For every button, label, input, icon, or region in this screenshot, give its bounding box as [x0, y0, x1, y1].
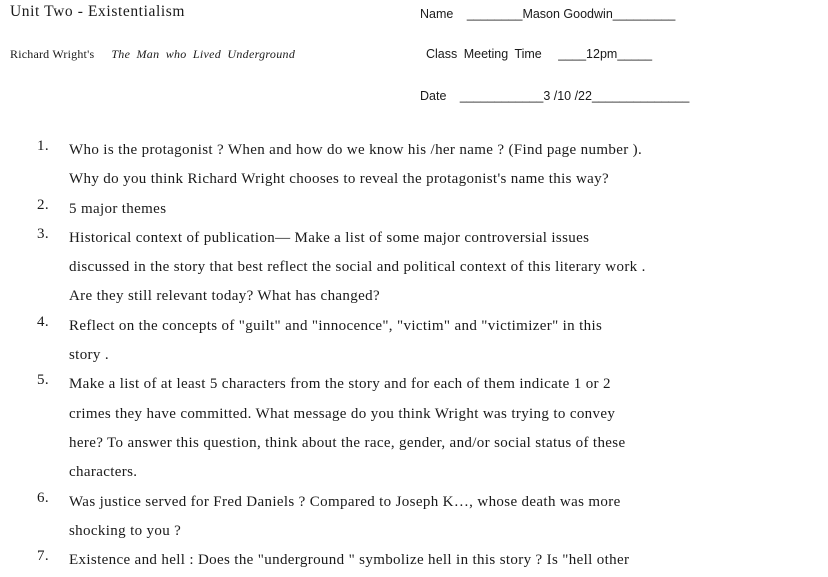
- question-item: [37, 372, 797, 489]
- question-item: [37, 138, 797, 197]
- question-line: crimes they have committed. What message do you think Wright was trying to convey: [69, 405, 616, 422]
- question-item: [37, 226, 797, 314]
- class-time-value: ____12pm_____: [558, 47, 653, 61]
- question-line: Was justice served for Fred Daniels ? Compared to Joseph K…, whose death was more: [69, 493, 621, 510]
- question-line: discussed in the story that best reflect the social and political context of this literary work .: [69, 259, 646, 276]
- date-field: [420, 89, 689, 103]
- question-line: Are they still relevant today? What has changed?: [69, 288, 380, 305]
- question-line: shocking to you ?: [69, 522, 182, 539]
- question-item: [37, 314, 797, 373]
- class-time-field: [426, 47, 652, 61]
- question-text: [69, 372, 797, 489]
- question-number: 3.: [37, 225, 49, 242]
- question-number: 4.: [37, 313, 49, 330]
- question-item: [37, 490, 797, 549]
- question-number: 2.: [37, 196, 49, 213]
- author-name: Richard Wright's: [10, 47, 95, 61]
- name-value: ________Mason Goodwin_________: [466, 7, 676, 21]
- question-text: [69, 314, 797, 373]
- question-line: Make a list of at least 5 characters from the story and for each of them indicate 1 or 2: [69, 376, 611, 393]
- question-line: characters.: [69, 464, 138, 481]
- question-number: 5.: [37, 372, 49, 389]
- question-line: 5 major themes: [69, 200, 167, 217]
- date-value: ____________3 /10 /22______________: [459, 89, 690, 103]
- name-field: [420, 7, 675, 21]
- question-line: Who is the protagonist ? When and how do we know his /her name ? (Find page number ).: [69, 142, 643, 158]
- question-text: [69, 490, 797, 549]
- name-label: Name: [420, 7, 454, 21]
- question-line: Existence and hell : Does the "underground " symbolize hell in this story ? Is "hell other: [69, 552, 630, 569]
- assigned-work: [10, 47, 295, 62]
- class-time-label: Class Meeting Time: [426, 47, 542, 61]
- work-title: The Man who Lived Underground: [111, 47, 296, 61]
- question-item: [37, 197, 797, 226]
- question-line: here? To answer this question, think about the race, gender, and/or social status of these: [69, 434, 626, 451]
- question-line: Reflect on the concepts of "guilt" and "innocence", "victim" and "victimizer" in this: [69, 317, 603, 334]
- question-number: 7.: [37, 548, 49, 565]
- question-number: 1.: [37, 138, 49, 154]
- question-line: Why do you think Richard Wright chooses to reveal the protagonist's name this way?: [69, 171, 609, 188]
- question-list: [37, 138, 797, 577]
- unit-title: Unit Two - Existentialism: [10, 3, 186, 20]
- date-label: Date: [420, 89, 447, 103]
- question-text: [69, 138, 797, 197]
- question-text: [69, 226, 797, 314]
- question-line: Historical context of publication— Make a list of some major controversial issues: [69, 229, 590, 246]
- question-text: [69, 197, 797, 226]
- question-number: 6.: [37, 489, 49, 506]
- question-line: story .: [69, 347, 109, 364]
